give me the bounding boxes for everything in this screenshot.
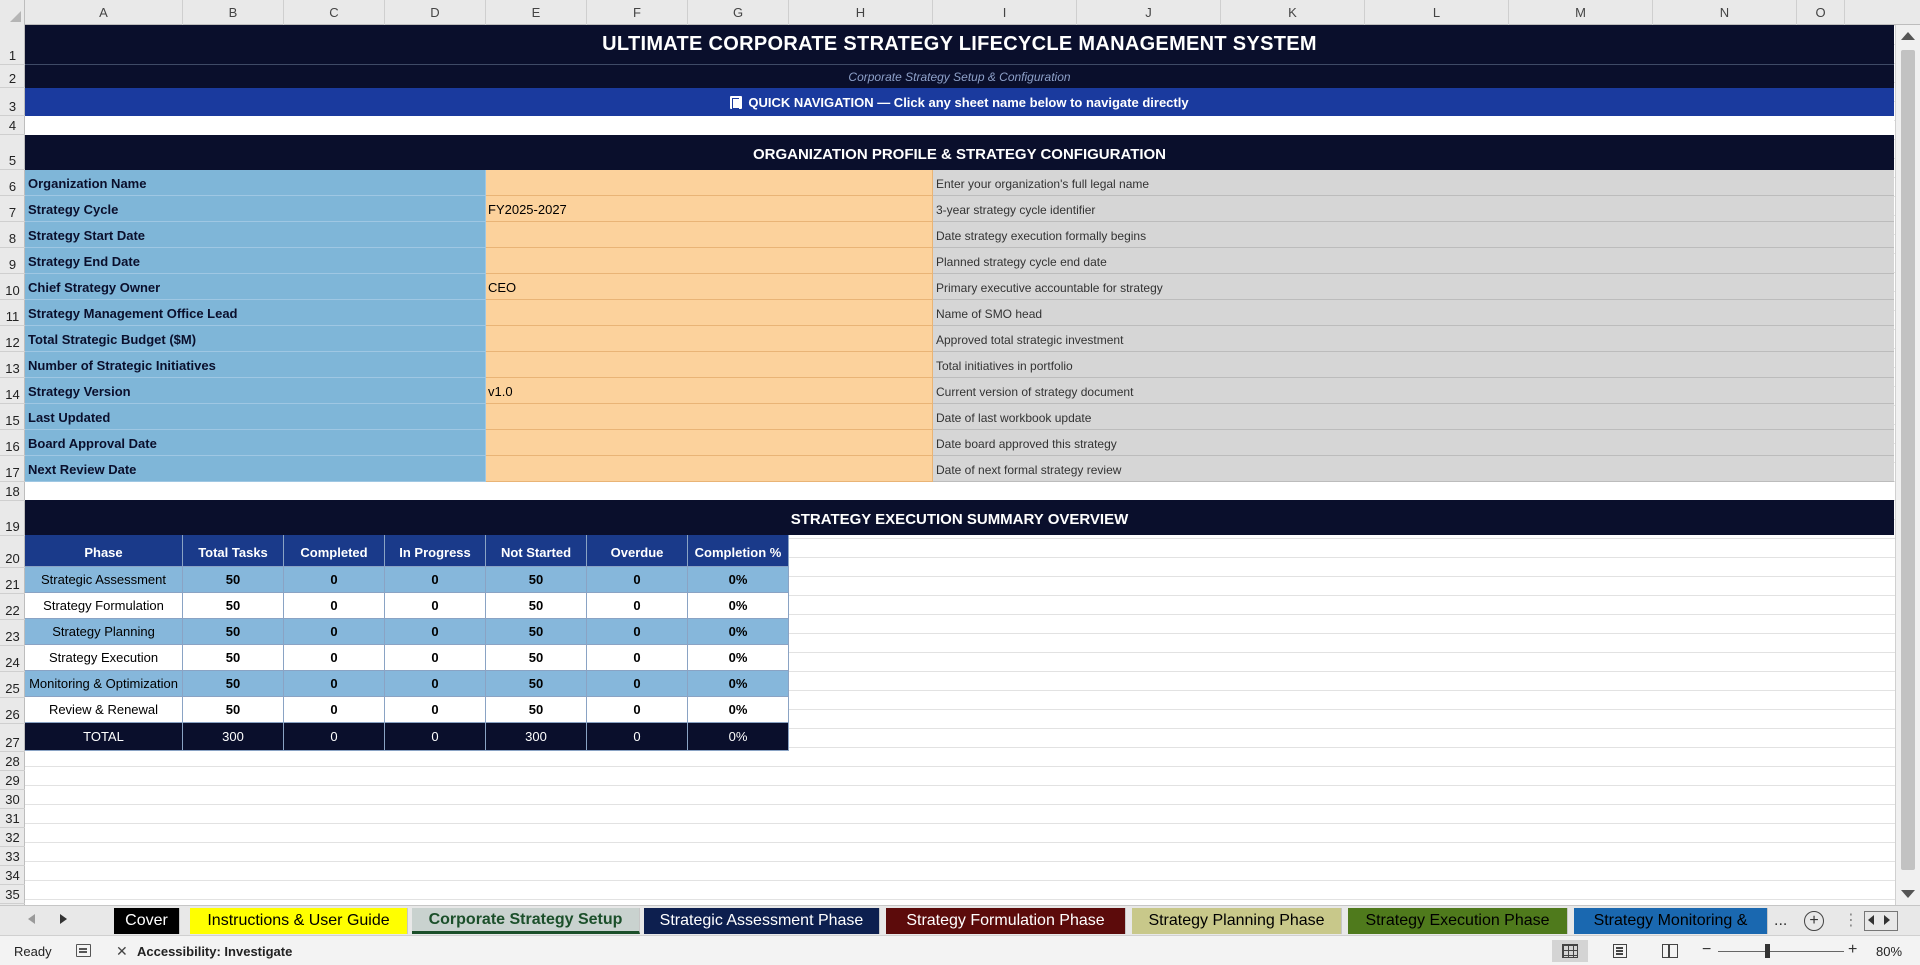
normal-view-icon [1562,944,1578,958]
profile-value-cell[interactable] [486,326,933,352]
row-header-16[interactable]: 16 [0,430,25,456]
profile-row [25,404,1894,430]
row-header-18[interactable]: 18 [0,482,25,501]
profile-note: Date of last workbook update [933,404,1894,430]
quick-navigation-banner [25,88,1894,116]
profile-label: Number of Strategic Initiatives [25,352,486,378]
profile-value-cell[interactable] [486,430,933,456]
zoom-in-button[interactable]: + [1848,941,1858,958]
profile-row [25,222,1894,248]
row-header-30[interactable]: 30 [0,790,25,809]
summary-value-cell: 0 [284,697,385,723]
total-value-cell: 300 [486,723,587,751]
summary-value-cell: 0 [284,645,385,671]
summary-value-cell: 50 [183,645,284,671]
profile-value-cell[interactable] [486,352,933,378]
sheet-grid[interactable] [25,25,1895,905]
column-header-k[interactable]: K [1221,0,1365,25]
profile-row [25,378,1894,404]
phase-name-cell: Strategic Assessment [25,567,183,593]
summary-value-cell: 0% [688,645,789,671]
sheet-tabs-bar [0,905,1920,935]
row-header-14[interactable]: 14 [0,378,25,404]
total-value-cell: 0 [284,723,385,751]
profile-value-cell[interactable]: FY2025-2027 [486,196,933,222]
zoom-slider[interactable] [1718,951,1844,952]
summary-value-cell: 50 [183,593,284,619]
profile-label: Organization Name [25,170,486,196]
total-value-cell: 0 [587,723,688,751]
summary-table [25,535,789,751]
summary-column-header: Phase [25,535,183,567]
book-icon [730,96,742,109]
phase-name-cell: Strategy Planning [25,619,183,645]
row-header-6[interactable]: 6 [0,170,25,196]
profile-row [25,430,1894,456]
column-header-o[interactable]: O [1797,0,1845,25]
summary-value-cell: 0% [688,619,789,645]
row-header-26[interactable]: 26 [0,698,25,724]
summary-value-cell: 50 [486,619,587,645]
summary-value-cell: 0 [284,619,385,645]
row-header-bar [0,25,25,905]
summary-value-cell: 0 [587,619,688,645]
summary-value-cell: 0% [688,567,789,593]
summary-value-cell: 50 [183,619,284,645]
status-ready: Ready [14,944,52,959]
profile-label: Strategy Management Office Lead [25,300,486,326]
column-header-l[interactable]: L [1365,0,1509,25]
summary-value-cell: 0 [284,567,385,593]
summary-value-cell: 50 [486,671,587,697]
profile-row [25,170,1894,196]
summary-row [25,593,789,619]
total-value-cell: 0 [385,723,486,751]
row-header-35[interactable]: 35 [0,885,25,904]
total-value-cell: 0% [688,723,789,751]
page-break-icon [1662,944,1678,958]
summary-value-cell: 50 [486,645,587,671]
row-header-7[interactable]: 7 [0,196,25,222]
profile-value-cell[interactable] [486,300,933,326]
summary-column-header: Completed [284,535,385,567]
row-header-22[interactable]: 22 [0,594,25,620]
summary-column-header: Total Tasks [183,535,284,567]
profile-note: Current version of strategy document [933,378,1894,404]
row-header-29[interactable]: 29 [0,771,25,790]
total-value-cell: 300 [183,723,284,751]
row-header-12[interactable]: 12 [0,326,25,352]
summary-column-header: Not Started [486,535,587,567]
summary-value-cell: 0 [587,697,688,723]
summary-value-cell: 0 [587,671,688,697]
summary-value-cell: 50 [183,697,284,723]
row-header-27[interactable]: 27 [0,724,25,752]
profile-label: Last Updated [25,404,486,430]
column-header-bar [0,0,1920,25]
summary-value-cell: 50 [183,671,284,697]
profile-row [25,274,1894,300]
zoom-level[interactable]: 80% [1876,944,1903,959]
row-header-9[interactable]: 9 [0,248,25,274]
sheet-tab-instructions-user-guide[interactable]: Instructions & User Guide [190,908,408,934]
row-header-4[interactable]: 4 [0,116,25,135]
summary-total-row [25,723,789,751]
sheet-tab-cover[interactable]: Cover [114,908,180,934]
summary-value-cell: 50 [486,593,587,619]
summary-value-cell: 0 [587,593,688,619]
row-header-25[interactable]: 25 [0,672,25,698]
summary-column-header: Completion % [688,535,789,567]
row-header-13[interactable]: 13 [0,352,25,378]
row-header-32[interactable]: 32 [0,828,25,847]
profile-note: Date strategy execution formally begins [933,222,1894,248]
split-handle-icon[interactable]: ⋮ [1843,912,1859,929]
phase-name-cell: Review & Renewal [25,697,183,723]
quick-navigation-text: QUICK NAVIGATION — Click any sheet name below to navigate directly [748,94,1189,110]
profile-note: Planned strategy cycle end date [933,248,1894,274]
profile-label: Strategy Version [25,378,486,404]
profile-note: Primary executive accountable for strategy [933,274,1894,300]
summary-row [25,567,789,593]
page-break-view-button[interactable] [1652,940,1688,962]
profile-row [25,196,1894,222]
profile-value-cell[interactable] [486,248,933,274]
column-header-g[interactable]: G [688,0,789,25]
summary-value-cell: 0 [385,567,486,593]
sheet-tab-strategy-formulation-phase[interactable]: Strategy Formulation Phase [886,908,1126,934]
summary-column-header: Overdue [587,535,688,567]
summary-value-cell: 0% [688,697,789,723]
vertical-scrollbar[interactable] [1895,25,1920,905]
sheet-tab-strategy-planning-phase[interactable]: Strategy Planning Phase [1132,908,1342,934]
column-header-m[interactable]: M [1509,0,1653,25]
sheet-tab-strategy-execution-phase[interactable]: Strategy Execution Phase [1348,908,1568,934]
phase-name-cell: Strategy Execution [25,645,183,671]
accessibility-status[interactable]: Accessibility: Investigate [137,944,293,959]
row-header-2[interactable]: 2 [0,65,25,88]
profile-row [25,248,1894,274]
row-header-15[interactable]: 15 [0,404,25,430]
sheet-subtitle: Corporate Strategy Setup & Configuration [25,65,1894,88]
sheet-title: ULTIMATE CORPORATE STRATEGY LIFECYCLE MANAGEMENT SYSTEM [25,25,1894,65]
profile-note: Name of SMO head [933,300,1894,326]
summary-value-cell: 50 [486,697,587,723]
column-header-d[interactable]: D [385,0,486,25]
scrollbar-thumb[interactable] [1901,50,1915,870]
summary-row [25,697,789,723]
row-header-20[interactable]: 20 [0,536,25,568]
profile-value-cell[interactable] [486,456,933,482]
summary-value-cell: 0 [587,567,688,593]
profile-note: Date board approved this strategy [933,430,1894,456]
summary-value-cell: 0 [385,671,486,697]
previous-sheet-icon[interactable] [28,914,35,924]
row-header-34[interactable]: 34 [0,866,25,885]
row-header-5[interactable]: 5 [0,135,25,170]
summary-value-cell: 0 [385,697,486,723]
profile-label: Next Review Date [25,456,486,482]
column-header-f[interactable]: F [587,0,688,25]
summary-value-cell: 0 [587,645,688,671]
profile-note: Date of next formal strategy review [933,456,1894,482]
profile-value-cell[interactable]: v1.0 [486,378,933,404]
sheet-tab-strategy-monitoring[interactable]: Strategy Monitoring & [1574,908,1768,934]
summary-value-cell: 0 [284,593,385,619]
row-header-11[interactable]: 11 [0,300,25,326]
zoom-slider-thumb[interactable] [1765,944,1770,958]
scroll-up-icon[interactable] [1901,32,1915,40]
column-header-e[interactable]: E [486,0,587,25]
column-header-i[interactable]: I [933,0,1077,25]
summary-value-cell: 0 [385,593,486,619]
summary-value-cell: 0% [688,671,789,697]
row-header-31[interactable]: 31 [0,809,25,828]
profile-note: Total initiatives in portfolio [933,352,1894,378]
summary-row [25,619,789,645]
macro-record-icon[interactable] [76,944,91,957]
summary-column-header: In Progress [385,535,486,567]
row-header-28[interactable]: 28 [0,752,25,771]
profile-row [25,300,1894,326]
page-layout-view-button[interactable] [1602,940,1638,962]
profile-label: Total Strategic Budget ($M) [25,326,486,352]
sheet-tab-corporate-strategy-setup[interactable]: Corporate Strategy Setup [412,908,640,934]
summary-value-cell: 50 [486,567,587,593]
profile-label: Strategy Start Date [25,222,486,248]
more-sheets-button[interactable]: ... [1774,912,1788,929]
sheet-tab-strategic-assessment-phase[interactable]: Strategic Assessment Phase [644,908,880,934]
profile-value-cell[interactable] [486,170,933,196]
profile-value-cell[interactable] [486,222,933,248]
column-header-b[interactable]: B [183,0,284,25]
profile-label: Chief Strategy Owner [25,274,486,300]
zoom-out-button[interactable]: − [1702,941,1712,958]
profile-note: 3-year strategy cycle identifier [933,196,1894,222]
summary-value-cell: 0 [385,645,486,671]
summary-row [25,645,789,671]
row-header-1[interactable]: 1 [0,25,25,65]
total-label-cell: TOTAL [25,723,183,751]
phase-name-cell: Monitoring & Optimization [25,671,183,697]
column-header-n[interactable]: N [1653,0,1797,25]
column-header-a[interactable]: A [25,0,183,25]
column-header-c[interactable]: C [284,0,385,25]
scroll-down-icon[interactable] [1901,890,1915,898]
next-sheet-icon[interactable] [60,914,67,924]
spacer-row [25,116,1894,135]
column-header-j[interactable]: J [1077,0,1221,25]
accessibility-icon[interactable]: ✕ [116,943,128,959]
profile-row [25,326,1894,352]
summary-header-row [25,535,789,567]
profile-note: Enter your organization's full legal name [933,170,1894,196]
row-header-23[interactable]: 23 [0,620,25,646]
profile-label: Strategy Cycle [25,196,486,222]
profile-note: Approved total strategic investment [933,326,1894,352]
summary-value-cell: 0% [688,593,789,619]
summary-section-header: STRATEGY EXECUTION SUMMARY OVERVIEW [25,500,1894,535]
profile-value-cell[interactable] [486,404,933,430]
profile-row [25,352,1894,378]
phase-name-cell: Strategy Formulation [25,593,183,619]
profile-label: Board Approval Date [25,430,486,456]
page-layout-icon [1613,944,1627,958]
scroll-right-icon[interactable] [1884,915,1890,925]
row-header-17[interactable]: 17 [0,456,25,482]
scroll-left-icon[interactable] [1868,915,1874,925]
row-header-10[interactable]: 10 [0,274,25,300]
profile-row [25,456,1894,482]
profile-section-header: ORGANIZATION PROFILE & STRATEGY CONFIGURATION [25,135,1894,170]
summary-value-cell: 0 [385,619,486,645]
status-bar [0,935,1920,965]
select-all-button[interactable] [0,0,25,25]
row-header-3[interactable]: 3 [0,88,25,116]
summary-row [25,671,789,697]
add-sheet-button[interactable]: + [1804,911,1824,931]
row-header-24[interactable]: 24 [0,646,25,672]
row-header-21[interactable]: 21 [0,568,25,594]
row-header-33[interactable]: 33 [0,847,25,866]
row-header-8[interactable]: 8 [0,222,25,248]
profile-label: Strategy End Date [25,248,486,274]
summary-value-cell: 0 [284,671,385,697]
normal-view-button[interactable] [1552,940,1588,962]
profile-value-cell[interactable]: CEO [486,274,933,300]
column-header-h[interactable]: H [789,0,933,25]
row-header-19[interactable]: 19 [0,501,25,536]
summary-value-cell: 50 [183,567,284,593]
